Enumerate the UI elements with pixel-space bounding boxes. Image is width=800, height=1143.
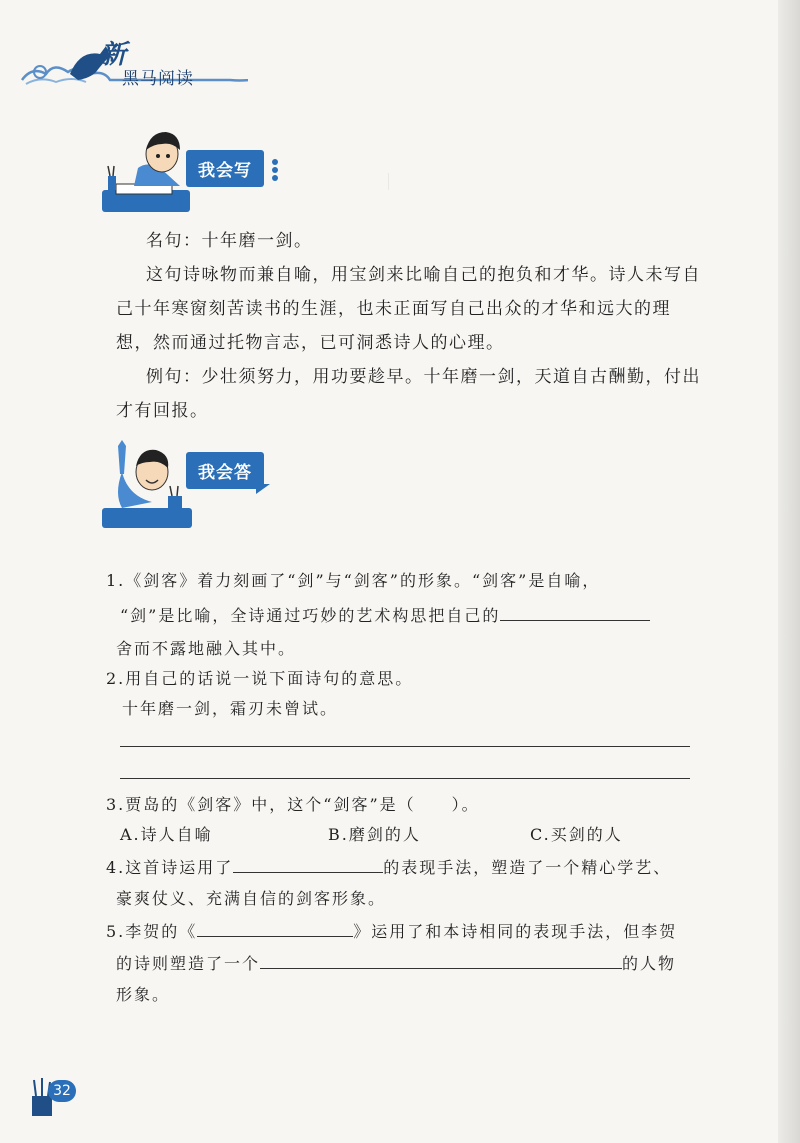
brand-xin-char: 新 [100, 40, 127, 70]
speech-tail-icon [256, 484, 270, 494]
q5-line-1-end: 》运用了和本诗相同的表现手法，但李贺 [353, 922, 678, 941]
explanation-paragraph [116, 258, 706, 360]
q1-line-2-text: “剑”是比喻，全诗通过巧妙的艺术构思把自己的 [120, 606, 501, 625]
write-section-title: 我会写 [186, 150, 264, 187]
q3-option-b[interactable]: B.磨剑的人 [328, 825, 421, 844]
q2-answer-line-2[interactable] [120, 778, 690, 779]
page-edge [778, 0, 800, 1143]
q4-answer-blank[interactable] [233, 854, 383, 873]
q4-line-2: 豪爽仗义、充满自信的剑客形象。 [116, 889, 387, 908]
q4-line-1 [106, 854, 671, 878]
example-paragraph [116, 360, 706, 428]
badge-dots-icon [270, 158, 280, 182]
q2-poem-line: 十年磨一剑，霜刃未曾试。 [122, 699, 339, 718]
famous-line [116, 224, 706, 258]
q4-line-1-end: 的表现手法，塑造了一个精心学艺、 [383, 858, 672, 877]
answer-section-header [98, 436, 298, 536]
explanation-text: 这句诗咏物而兼自喻，用宝剑来比喻自己的抱负和才华。诗人未写自己十年寒窗刻苦读书的生涯，也未正面写自己出众的才华和远大的理想，然而通过托物言志，已可洞悉诗人的心理。 [116, 265, 701, 353]
q1-line-3: 舍而不露地融入其中。 [116, 639, 297, 658]
q2-answer-line-1[interactable] [120, 746, 690, 747]
page-number-area [30, 1078, 90, 1118]
example-text: 例句：少壮须努力，用功要趁早。十年磨一剑，天道自古酬勤，付出才有回报。 [116, 367, 701, 421]
q1-answer-blank[interactable] [500, 602, 650, 621]
q2-prompt: 2.用自己的话说一说下面诗句的意思。 [106, 669, 414, 688]
q5-line-3: 形象。 [116, 985, 171, 1004]
q5-figure-blank[interactable] [260, 950, 622, 969]
q5-line-1 [106, 918, 677, 942]
famous-line-text: 名句：十年磨一剑。 [146, 231, 313, 251]
q5-line-2-start: 的诗则塑造了一个 [116, 954, 261, 973]
show-through: ｜ [380, 173, 399, 193]
q5-line-2 [116, 950, 676, 974]
q1-line-1: 1.《剑客》着力刻画了“剑”与“剑客”的形象。“剑客”是自喻， [106, 571, 601, 590]
brand-name: 黑马阅读 [122, 69, 194, 89]
writing-scholar-icon [98, 128, 198, 224]
q3-prompt: 3.贾岛的《剑客》中，这个“剑客”是（ ）。 [106, 795, 480, 814]
answering-scholar-icon [98, 436, 198, 536]
q5-line-1-start: 5.李贺的《 [106, 922, 198, 941]
q5-title-blank[interactable] [197, 918, 353, 937]
q4-line-1-start: 4.这首诗运用了 [106, 858, 234, 877]
brand-header [18, 30, 248, 90]
q3-option-c[interactable]: C.买剑的人 [530, 825, 623, 844]
answer-section-title: 我会答 [186, 452, 264, 489]
q5-line-2-end: 的人物 [622, 954, 677, 973]
q1-line-2 [120, 602, 650, 626]
q3-option-a[interactable]: A.诗人自喻 [120, 825, 213, 844]
write-section-header [98, 128, 298, 228]
page-number: 32 [48, 1080, 76, 1102]
